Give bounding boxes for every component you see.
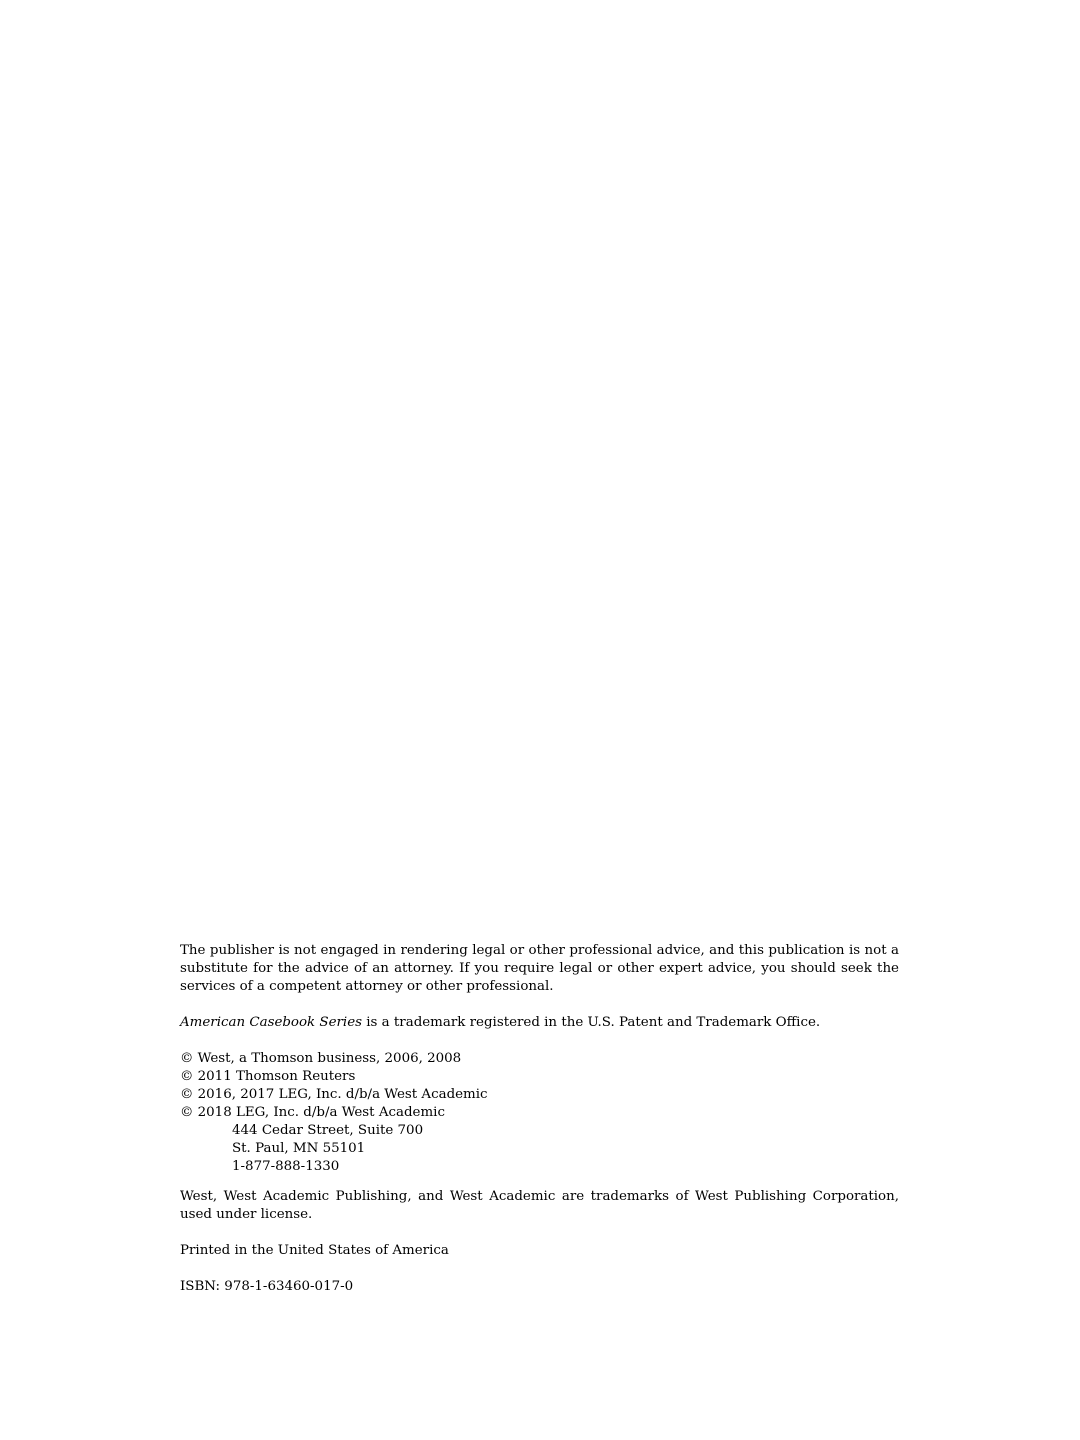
copyright-block bbox=[180, 942, 899, 1314]
copyright-line: © 2018 LEG, Inc. d/b/a West Academic bbox=[180, 1105, 445, 1120]
copyright-line: © 2016, 2017 LEG, Inc. d/b/a West Academic bbox=[180, 1087, 488, 1102]
printed-in: Printed in the United States of America bbox=[180, 1243, 449, 1258]
copyright-line: © 2011 Thomson Reuters bbox=[180, 1069, 356, 1084]
series-trademark-paragraph bbox=[180, 1014, 899, 1032]
west-trademark-paragraph: West, West Academic Publishing, and West Academic are trademarks of West Publishing Corporation, used under license. bbox=[180, 1189, 899, 1222]
series-title: American Casebook Series bbox=[180, 1015, 363, 1030]
disclaimer-paragraph: The publisher is not engaged in rendering legal or other professional advice, and this publication is not a substitute for the advice of an attorney. If you require legal or other expert advice, you should seek the services of a competent attorney or other professional. bbox=[180, 943, 899, 994]
address-city: St. Paul, MN 55101 bbox=[232, 1141, 366, 1156]
address-street: 444 Cedar Street, Suite 700 bbox=[232, 1123, 424, 1138]
isbn: ISBN: 978-1-63460-017-0 bbox=[180, 1279, 354, 1294]
copyright-line: © West, a Thomson business, 2006, 2008 bbox=[180, 1051, 462, 1066]
series-trademark-text: is a trademark registered in the U.S. Patent and Trademark Office. bbox=[362, 1015, 821, 1030]
copyright-notices bbox=[180, 1050, 899, 1176]
address-phone: 1-877-888-1330 bbox=[232, 1159, 340, 1174]
